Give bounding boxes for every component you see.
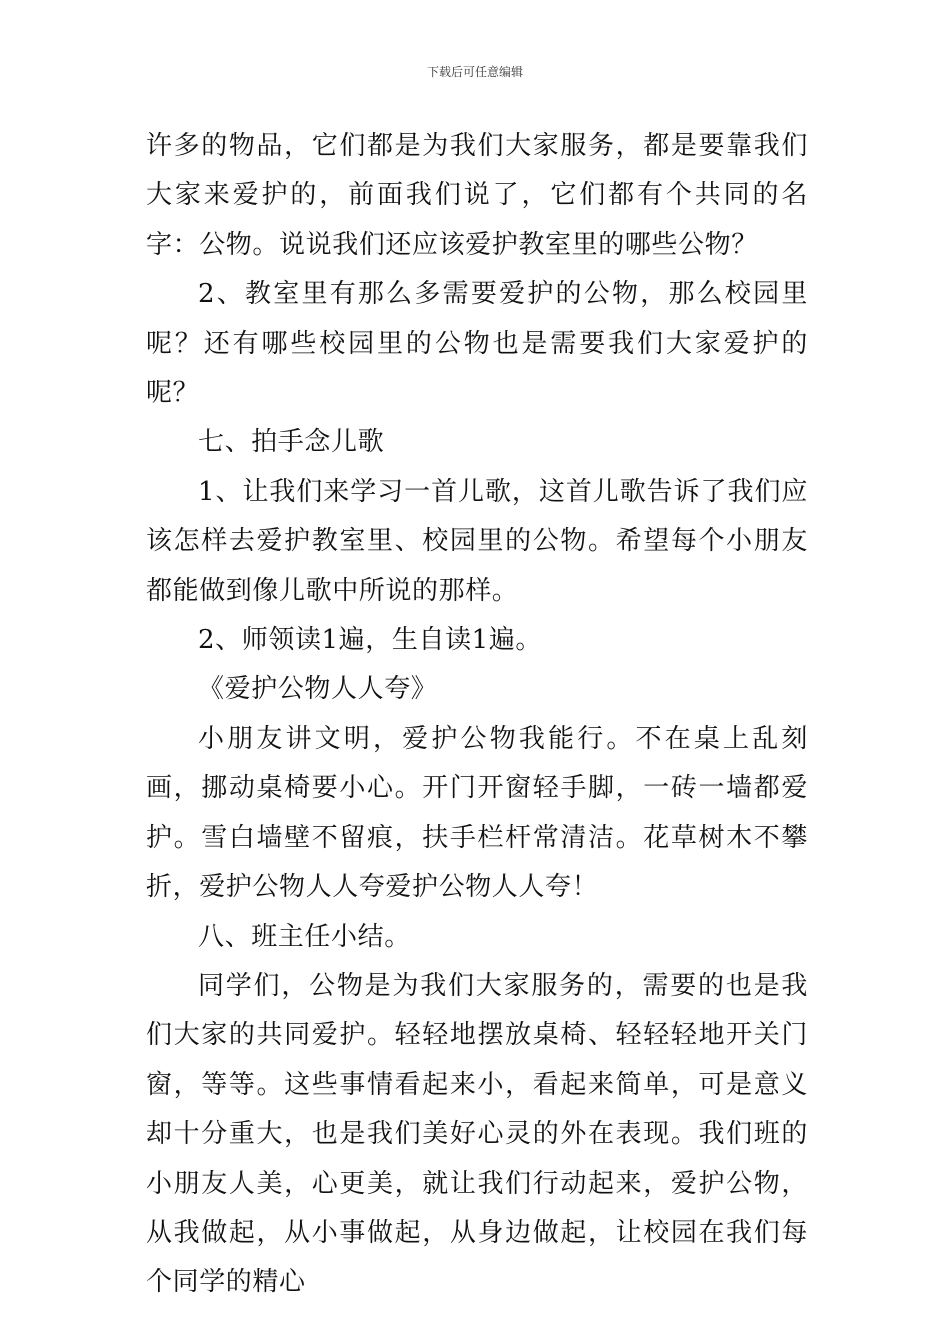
paragraph: 2、师领读1遍，生自读1遍。 [198, 625, 543, 656]
paragraph: 同学们，公物是为我们大家服务的，需要的也是我们大家的共同爱护。轻轻地摆放桌椅、轻轻轻地开关门窗，等等。这些事情看起来小，看起来简单，可是意义却十分重大，也是我们美好心灵的外在表现。我们班的小朋友人美，心更美，就让我们行动起来，爱护公物，从我做起，从小事做起，从身边做起，让校园在我们每个同学的精心 [146, 970, 808, 1298]
section-heading: 七、拍手念儿歌 [198, 427, 385, 458]
paragraph: 许多的物品，它们都是为我们大家服务，都是要靠我们大家来爱护的，前面我们说了，它们都有个共同的名字：公物。说说我们还应该爱护教室里的哪些公物？ [146, 131, 808, 260]
paragraph: 2、教室里有那么多需要爱护的公物，那么校园里呢？还有哪些校园里的公物也是需要我们大家爱护的呢？ [146, 279, 808, 409]
poem-body: 小朋友讲文明，爱护公物我能行。不在桌上乱刻画，挪动桌椅要小心。开门开窗轻手脚，一砖一墙都爱护。雪白墙壁不留痕，扶手栏杆常清洁。花草树木不攀折，爱护公物人人夸爱护公物人人夸！ [146, 723, 808, 903]
document-body [146, 122, 808, 1308]
paragraph: 1、让我们来学习一首儿歌，这首儿歌告诉了我们应该怎样去爱护教室里、校园里的公物。希望每个小朋友都能做到像儿歌中所说的那样。 [146, 476, 808, 606]
page-header: 下载后可任意编辑 [426, 65, 523, 79]
section-heading: 八、班主任小结。 [198, 921, 411, 952]
poem-title: 《爱护公物人人夸》 [198, 674, 438, 705]
